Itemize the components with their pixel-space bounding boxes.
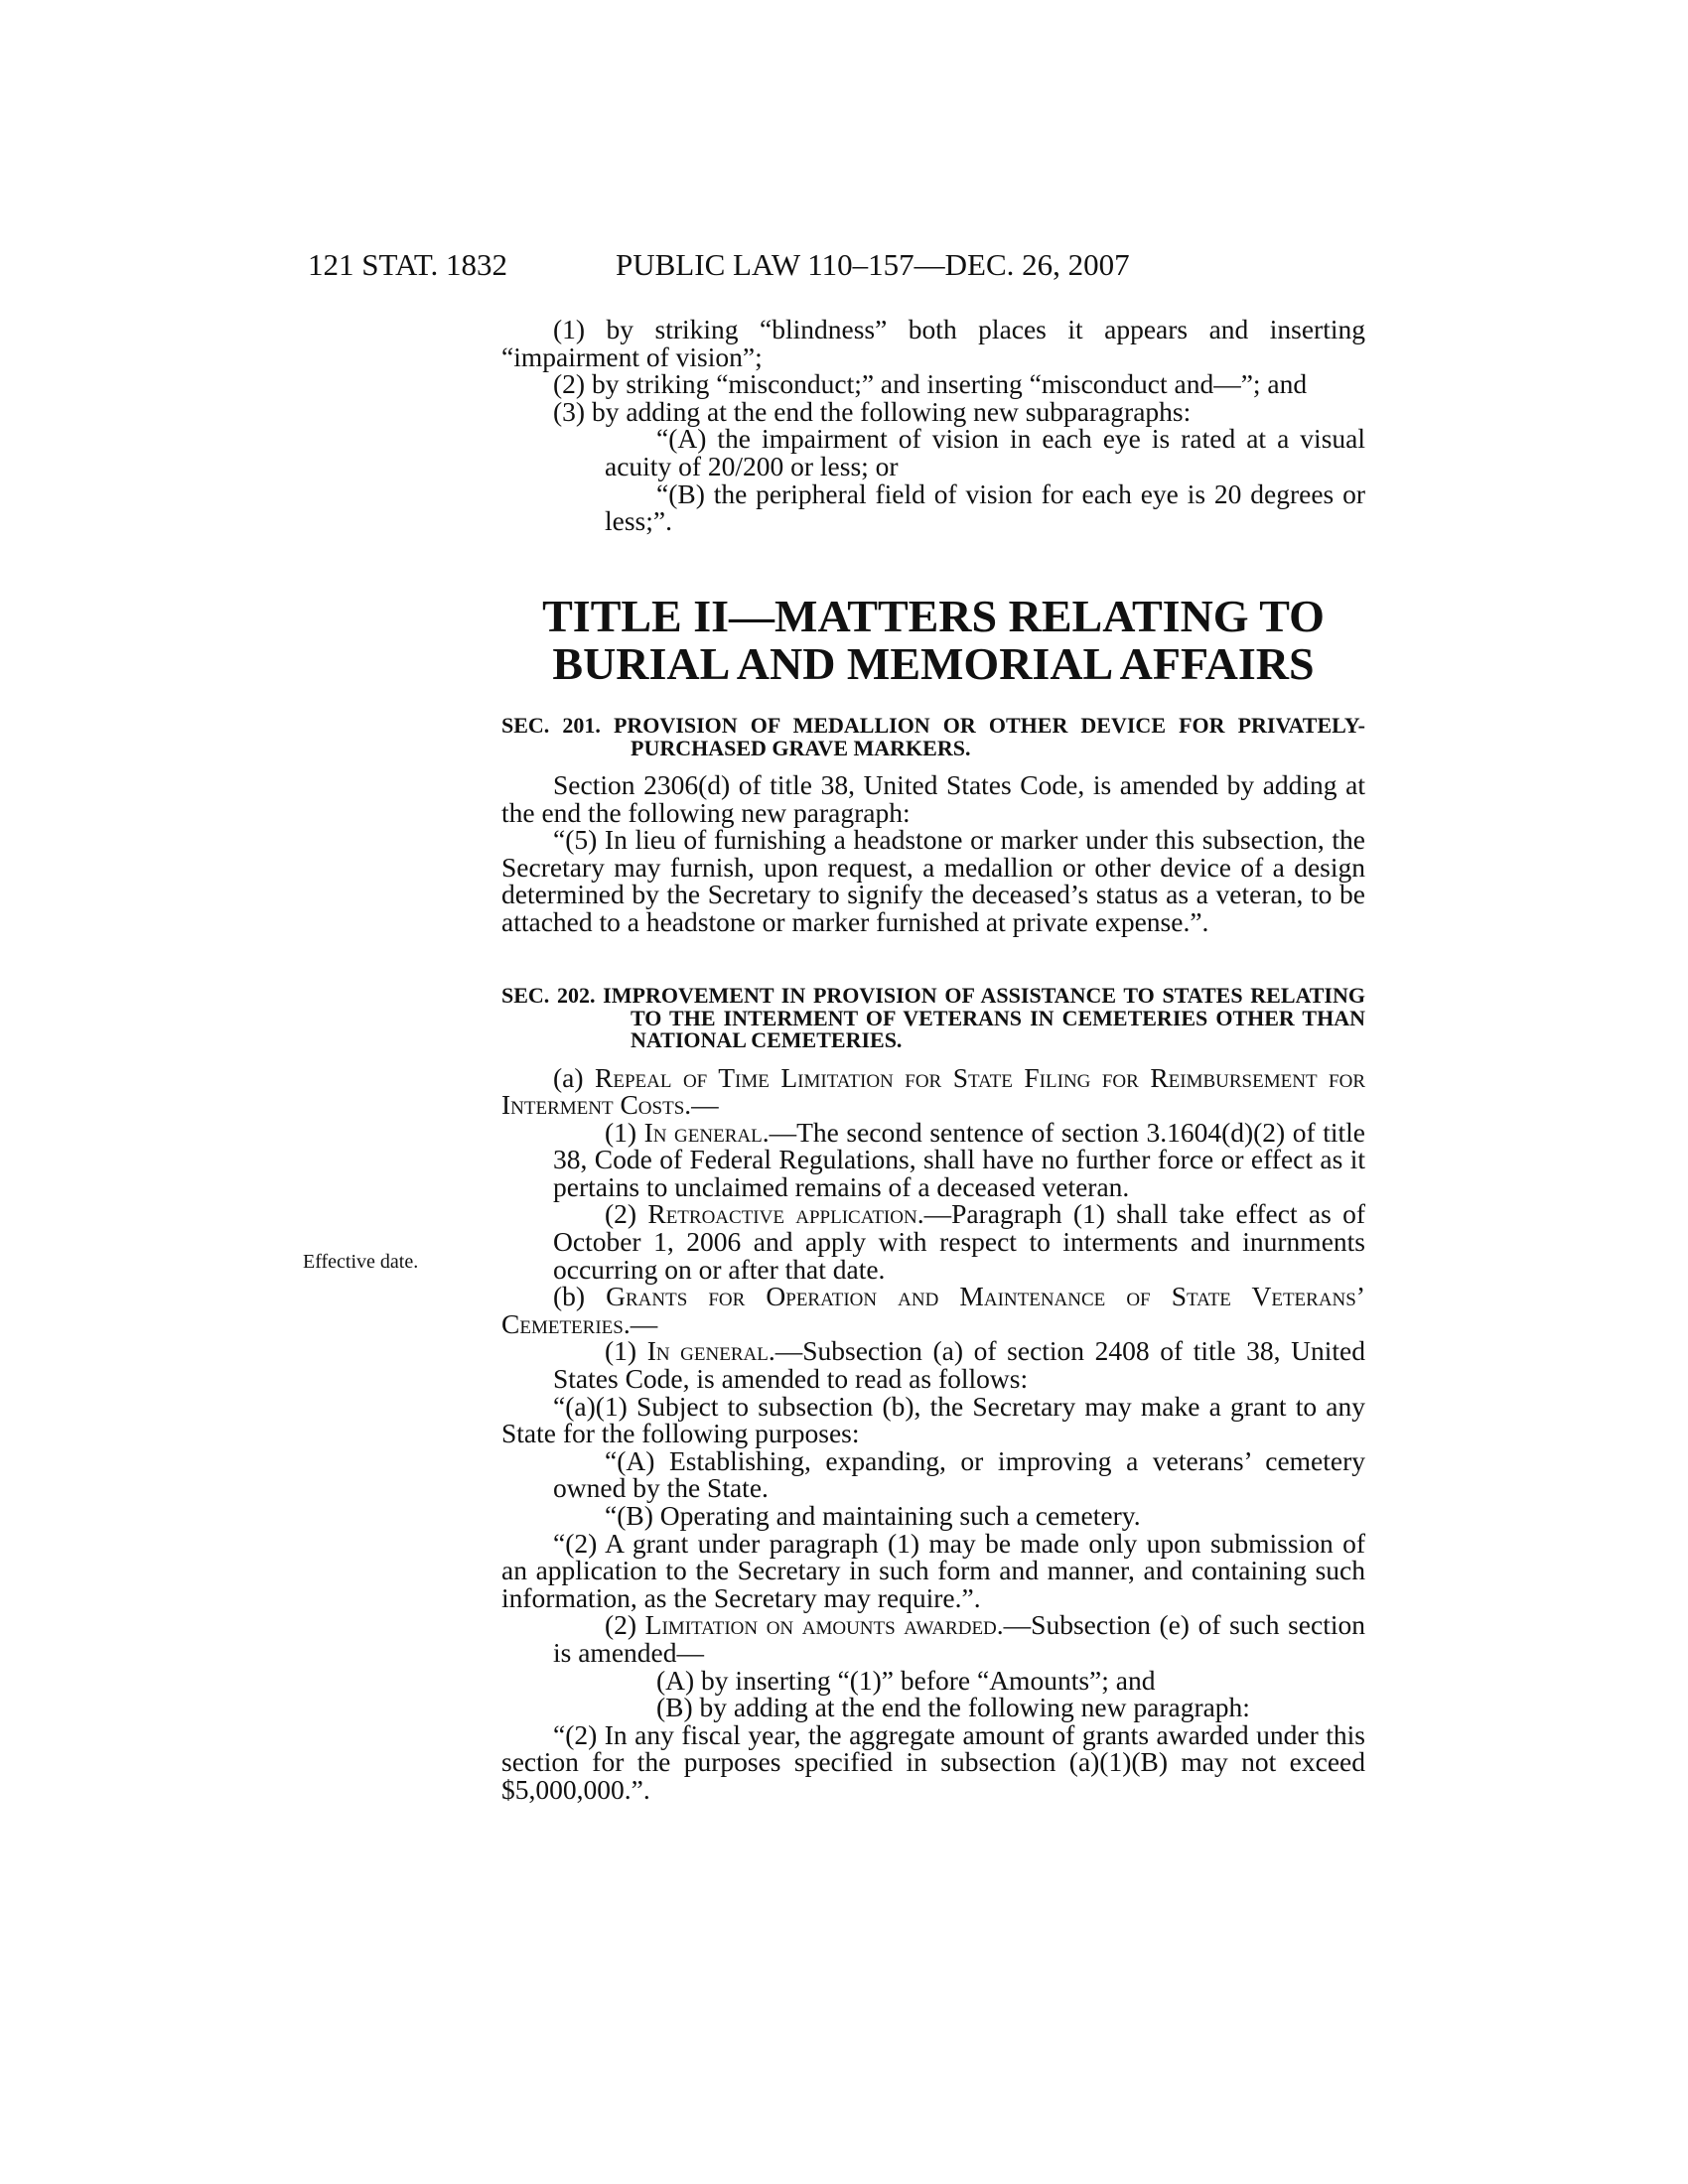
title-line-1: TITLE II—MATTERS RELATING TO [542, 591, 1325, 641]
page-stat-citation: 121 STAT. 1832 [308, 247, 508, 282]
quoted-paragraph-2: “(2) A grant under paragraph (1) may be made only upon submission of an application to the Secretary in such form and manner, and containing such information, as the Secretary may require.”. [501, 1527, 1365, 1613]
subparagraph-A: “(A) the impairment of vision in each eye is rated at a visual acuity of 20/200 or less; or [605, 423, 1365, 481]
amendment-1: (1) by striking “blindness” both places it appears and inserting “impairment of vision”; [501, 314, 1365, 372]
subparagraph-B: “(B) the peripheral field of vision for each eye is 20 degrees or less;”. [605, 478, 1365, 537]
section-202-heading: SEC. 202. IMPROVEMENT IN PROVISION OF ASSISTANCE TO STATES RELATING TO THE INTERMENT OF VETERANS IN CEMETERIES OTHER THAN NATIONAL CEMETERIES. [501, 983, 1365, 1052]
subsection-b-heading: Grants for Operation and Maintenance of State Veterans’ Cemeteries.— [501, 1281, 1365, 1339]
subsection-a: (a) Repeal of Time Limitation for State Filing for Reimbursement for Interment Costs.— [501, 1061, 1365, 1121]
quoted-paragraph-e2: “(2) In any fiscal year, the aggregate amount of grants awarded under this section for the purposes specified in subsection (a)(1)(B) may not exceed $5,000,000.”. [501, 1718, 1365, 1805]
section-201-text: Section 2306(d) of title 38, United States Code, is amended by adding at the end the following new paragraph: [501, 769, 1365, 828]
subsection-b: (b) Grants for Operation and Maintenance of State Veterans’ Cemeteries.— [501, 1281, 1365, 1339]
paragraph-b1: (1) In general.—Subsection (a) of section 2408 of title 38, United States Code, is amended to read as follows: [553, 1335, 1365, 1395]
paragraph-b2: (2) Limitation on amounts awarded.—Subsection (e) of such section is amended— [553, 1609, 1365, 1668]
quoted-subparagraph-B: “(B) Operating and maintaining such a cemetery. [605, 1500, 1141, 1531]
quoted-subparagraph-A: “(A) Establishing, expanding, or improving a veterans’ cemetery owned by the State. [553, 1444, 1365, 1504]
title-line-2: BURIAL AND MEMORIAL AFFAIRS [552, 638, 1315, 689]
paragraph-a1: (1) In general.—The second sentence of section 3.1604(d)(2) of title 38, Code of Federal Regulations, shall have no further force or effect as it pertains to unclaimed remains of a deceased veteran. [553, 1116, 1365, 1202]
subsection-a-heading: Repeal of Time Limitation for State Filing for Reimbursement for Interment Costs.— [501, 1061, 1365, 1121]
margin-note-effective-date: Effective date. [303, 1251, 419, 1273]
amendment-list [501, 316, 1365, 535]
clause-b2B: (B) by adding at the end the following new paragraph: [656, 1692, 1250, 1723]
running-header: PUBLIC LAW 110–157—DEC. 26, 2007 [616, 247, 1130, 282]
section-201-heading: SEC. 201. PROVISION OF MEDALLION OR OTHER DEVICE FOR PRIVATELY-PURCHASED GRAVE MARKERS. [501, 713, 1365, 760]
title-heading [501, 593, 1365, 688]
clause-b2A: (A) by inserting “(1)” before “Amounts”; and [656, 1664, 1156, 1696]
amendment-3: (3) by adding at the end the following new subparagraphs: [553, 395, 1192, 427]
paragraph-a2: (2) Retroactive application.—Paragraph (1) shall take effect as of October 1, 2006 and apply with respect to interments and inurnments occurring on or after that date. [553, 1198, 1365, 1285]
section-201 [501, 715, 1365, 936]
section-202 [501, 985, 1365, 1804]
section-201-quoted-paragraph: “(5) In lieu of furnishing a headstone or marker under this subsection, the Secretary may furnish, upon request, a medallion or other device of a design determined by the Secretary to signify the deceased’s status as a veteran, to be attached to a headstone or marker furnished at private expense.”. [501, 824, 1365, 937]
amendment-2: (2) by striking “misconduct;” and inserting “misconduct and—”; and [553, 368, 1308, 400]
quoted-subsection-a1: “(a)(1) Subject to subsection (b), the Secretary may make a grant to any State for the following purposes: [501, 1390, 1365, 1449]
